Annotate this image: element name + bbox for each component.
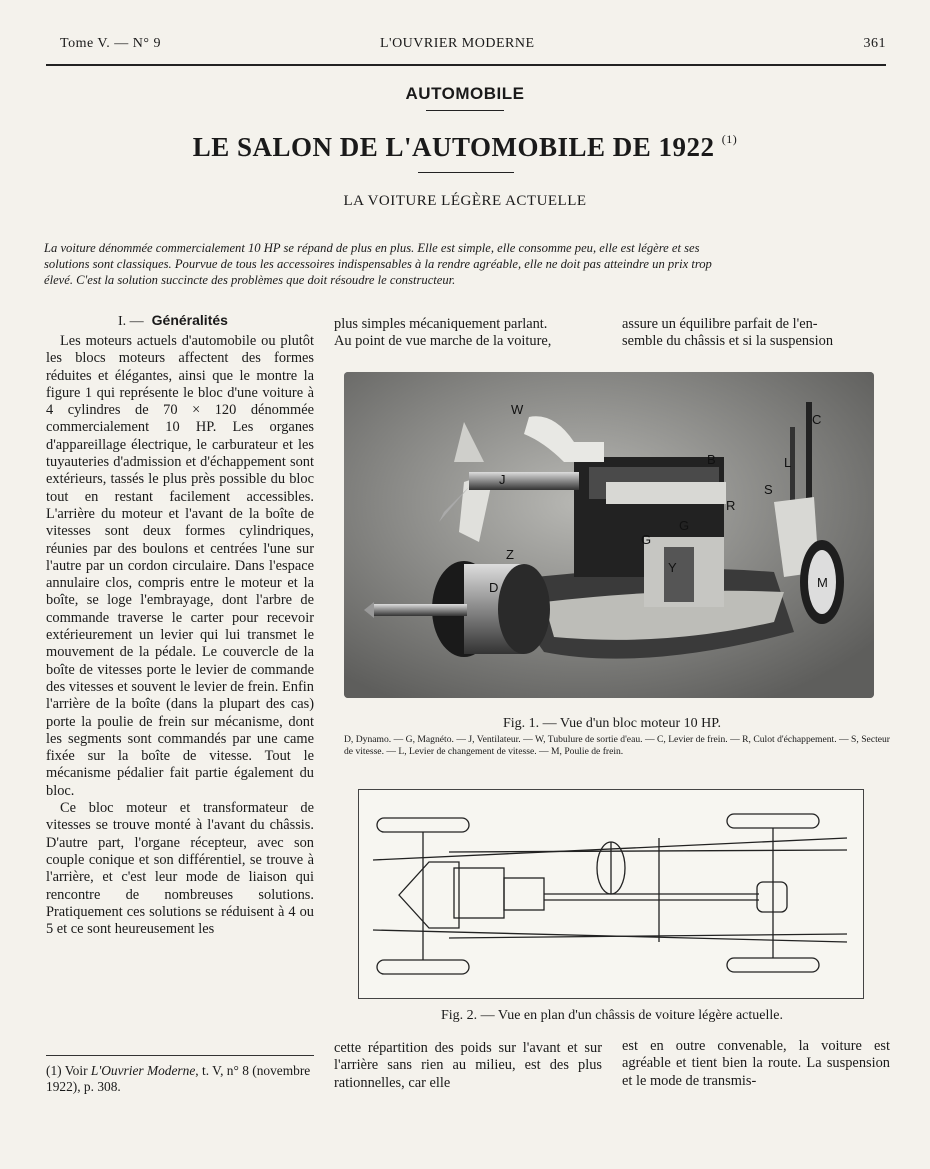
footnote-journal: L'Ouvrier Moderne <box>90 1063 196 1078</box>
journal-name: L'OUVRIER MODERNE <box>380 36 535 51</box>
intro-line: élevé. C'est la solution succincte des problèmes que doit résoudre le constructeur. <box>44 273 456 287</box>
photo-label: Z <box>506 547 514 562</box>
footnote-rule <box>46 1055 314 1056</box>
photo-label: J <box>499 472 506 487</box>
page-number: 361 <box>863 36 886 51</box>
photo-label: C <box>812 412 822 427</box>
engine-block-photo <box>344 372 874 698</box>
running-header <box>46 36 886 56</box>
header-rule <box>46 64 886 66</box>
heading-text: Généralités <box>151 312 228 328</box>
article-title <box>0 132 930 163</box>
column-1 <box>46 333 314 938</box>
figure-1-legend: D, Dynamo. — G, Magnéto. — J, Ventilateur. — W, Tubulure de sortie d'eau. — C, Levier de frein. — R, Culot d'échappement. — S, Secteur de vitesse. — L, Levier de changement de vitesse. — M, Poulie de frein. <box>344 734 890 757</box>
photo-label: S <box>764 482 773 497</box>
column-2-top <box>334 316 602 351</box>
intro-line: La voiture dénommée commercialement 10 HP se répand de plus en plus. Elle est simple, elle consomme peu, elle est légère et ses <box>44 241 700 255</box>
volume-number: Tome V. — N° 9 <box>60 36 161 51</box>
section-heading <box>118 312 228 330</box>
section-title: AUTOMOBILE <box>405 84 525 103</box>
heading-number: I. — <box>118 314 144 329</box>
text-line: semble du châssis et si la suspension <box>622 333 834 350</box>
text-line: Au point de vue marche de la voiture, <box>334 333 552 350</box>
photo-label: D <box>489 580 499 595</box>
article-subtitle: LA VOITURE LÉGÈRE ACTUELLE <box>343 193 587 209</box>
title-footnote-mark: (1) <box>721 132 738 146</box>
footnote-rest: , t. V, n° 8 (novembre 1922), p. 308. <box>46 1063 311 1094</box>
photo-label: G <box>641 532 652 547</box>
text-line: assure un équilibre parfait de l'en- <box>622 316 818 332</box>
photo-label: Y <box>668 560 677 575</box>
paragraph: Les moteurs actuels d'automobile ou plutôt les blocs moteurs affectent des formes réduites et élégantes, ainsi que le montre la figure 1 qui représente le bloc d'une voiture à 4 cylindres de 70 × 120 dénommée commercialement 10 HP. Les organes d'appareillage électrique, le carburateur et les tuyauteries d'admission et d'échappement sont extérieurs, tassés le plus près possible du bloc tout en restant facilement accessibles. L'arrière du moteur et l'avant de la boîte de vitesses sont deux formes cylindriques, réunies par des boulons et centrées l'une sur l'autre par un cordon circulaire. Dans l'espace annulaire clos, compris entre le moteur et la boîte, se loge l'embrayage, dont l'arbre de commande traverse le carter pour recevoir extérieurement un levier qui lui transmet le mouvement de la pédale. Le couvercle de la boîte de vitesses porte le levier de commande des vitesses et souvent le levier de frein. Enfin l'arrière de la boîte (dans la plupart des cas) porte la poulie de frein sur mécanisme, dont les segments sont commandés par une came fixée sur la boîte de vitesse. Tout le mécanisme pédalier fait partie également du bloc. <box>46 333 314 799</box>
column-3-bottom: est en outre convenable, la voiture est agréable et tient bien la route. La suspension et le mode de transmis- <box>622 1038 890 1089</box>
text-line: plus simples mécaniquement parlant. <box>334 316 548 332</box>
photo-label: R <box>726 498 736 513</box>
column-2-bottom: cette répartition des poids sur l'avant et sur l'arrière sans rien au milieu, est des plus rationnelles, car elle <box>334 1040 602 1091</box>
article-title-text: LE SALON DE L'AUTOMOBILE DE 1922 <box>192 132 715 162</box>
photo-label: W <box>511 402 524 417</box>
photo-label: M <box>817 575 828 590</box>
photo-label: G <box>679 518 690 533</box>
chassis-plan-drawing <box>358 789 864 999</box>
column-3-top <box>622 316 888 351</box>
paragraph: Ce bloc moteur et transformateur de vitesses se trouve monté à l'avant du châssis. D'autre part, l'organe récepteur, avec son couple conique et son différentiel, se trouve à l'arrière, et c'est leur mode de liaison qui rencontre de nombreuses solutions. Pratiquement ces solutions se réduisent à 4 ou 5 et ce sont heureusement les <box>46 800 314 938</box>
engine-block-illustration <box>344 372 874 698</box>
chassis-plan-illustration <box>359 790 863 998</box>
intro-line: solutions sont classiques. Pourvue de tous les accessoires indispensables à la rendre agréable, elle ne doit pas atteindre un prix trop <box>44 257 712 271</box>
figure-1-caption: Fig. 1. — Vue d'un bloc moteur 10 HP. <box>502 716 722 731</box>
footnote <box>46 1063 316 1095</box>
footnote-prefix: (1) Voir <box>46 1063 91 1078</box>
intro-paragraph <box>44 240 890 288</box>
photo-label: L <box>784 455 792 470</box>
title-underline <box>418 172 514 173</box>
section-underline <box>426 110 504 111</box>
figure-2-caption: Fig. 2. — Vue en plan d'un châssis de voiture légère actuelle. <box>441 1008 783 1023</box>
photo-label: B <box>707 452 716 467</box>
